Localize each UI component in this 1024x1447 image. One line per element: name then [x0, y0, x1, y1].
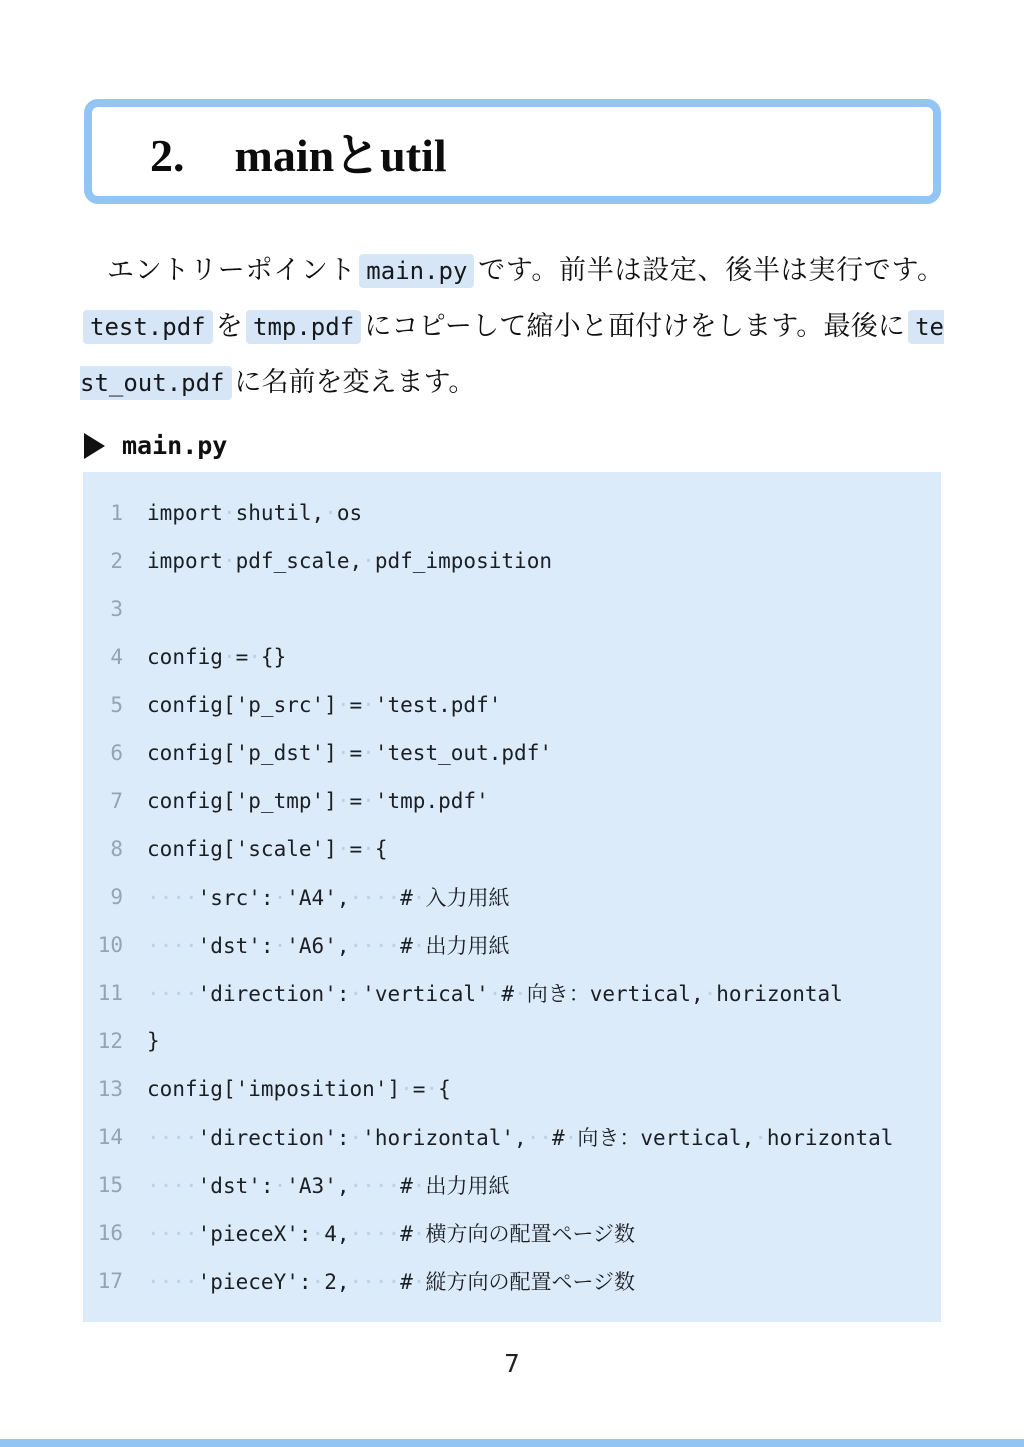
line-number: 8 [110, 837, 123, 861]
intro-text: に名前を変えます。 [234, 367, 476, 397]
inline-code: tmp.pdf [246, 310, 361, 344]
inline-code: test.pdf [83, 310, 213, 344]
code-filename: main.py [122, 431, 228, 460]
code-line [83, 825, 931, 873]
code-text: ····'direction':·'horizontal',··#·向き：vertical,·horizontal [147, 1126, 894, 1150]
code-text: config['imposition']·=·{ [147, 1077, 451, 1101]
line-number: 15 [97, 1173, 123, 1197]
line-number: 5 [110, 693, 123, 717]
line-number: 14 [97, 1125, 123, 1149]
code-line [83, 585, 931, 633]
intro-text: です。前半は設定、後半は実行です。 [477, 255, 945, 285]
code-text: ····'src':·'A4',····#·入力用紙 [147, 886, 510, 910]
page-title [150, 119, 447, 185]
code-line [83, 777, 931, 825]
code-text: config['p_dst']·=·'test_out.pdf' [147, 741, 552, 765]
bottom-accent-bar [0, 1439, 1024, 1447]
section-title-text: mainとutil [234, 129, 447, 181]
intro-text: エントリーポイント [107, 255, 357, 285]
play-triangle-icon [84, 433, 105, 459]
code-text: ····'dst':·'A6',····#·出力用紙 [147, 934, 510, 958]
code-text: import·shutil,·os [147, 501, 363, 525]
code-line [83, 1257, 931, 1305]
code-text: ····'dst':·'A3',····#·出力用紙 [147, 1174, 510, 1198]
intro-text: にコピーして縮小と面付けをします。最後に [364, 311, 906, 341]
line-number: 17 [97, 1269, 123, 1293]
code-line [83, 1209, 931, 1257]
code-text: ····'pieceX':·4,····#·横方向の配置ページ数 [147, 1222, 636, 1246]
line-number: 11 [97, 981, 123, 1005]
code-line [83, 1017, 931, 1065]
code-line [83, 729, 931, 777]
code-text: ····'pieceY':·2,····#·縦方向の配置ページ数 [147, 1270, 636, 1294]
line-number: 12 [97, 1029, 123, 1053]
line-number: 2 [110, 549, 123, 573]
code-line [83, 1113, 931, 1161]
line-number: 4 [110, 645, 123, 669]
line-number: 13 [97, 1077, 123, 1101]
line-number: 16 [97, 1221, 123, 1245]
code-block [83, 472, 941, 1322]
inline-code: main.py [359, 254, 474, 288]
line-number: 7 [110, 789, 123, 813]
code-text: config['p_src']·=·'test.pdf' [147, 693, 502, 717]
code-text: import·pdf_scale,·pdf_imposition [147, 549, 552, 573]
line-number: 9 [110, 885, 123, 909]
section-title-box [84, 99, 941, 204]
line-number: 6 [110, 741, 123, 765]
line-number: 3 [110, 597, 123, 621]
code-header [84, 431, 227, 460]
code-line [83, 1161, 931, 1209]
intro-text: を [215, 311, 243, 341]
intro-paragraph [80, 243, 944, 411]
code-line [83, 873, 931, 921]
code-line [83, 1065, 931, 1113]
code-line [83, 537, 931, 585]
code-text: config·=·{} [147, 645, 287, 669]
code-text: } [147, 1029, 160, 1053]
code-line [83, 921, 931, 969]
line-number: 10 [97, 933, 123, 957]
inline-code: test_out.pdf [80, 310, 944, 400]
code-line [83, 633, 931, 681]
code-line [83, 681, 931, 729]
code-line [83, 969, 931, 1017]
page-number: 7 [504, 1349, 520, 1378]
code-text: ····'direction':·'vertical'·#·向き：vertical,·horizontal [147, 982, 843, 1006]
section-number: 2. [150, 129, 185, 181]
code-text: config['p_tmp']·=·'tmp.pdf' [147, 789, 489, 813]
code-line [83, 489, 931, 537]
code-text: config['scale']·=·{ [147, 837, 388, 861]
line-number: 1 [110, 501, 123, 525]
